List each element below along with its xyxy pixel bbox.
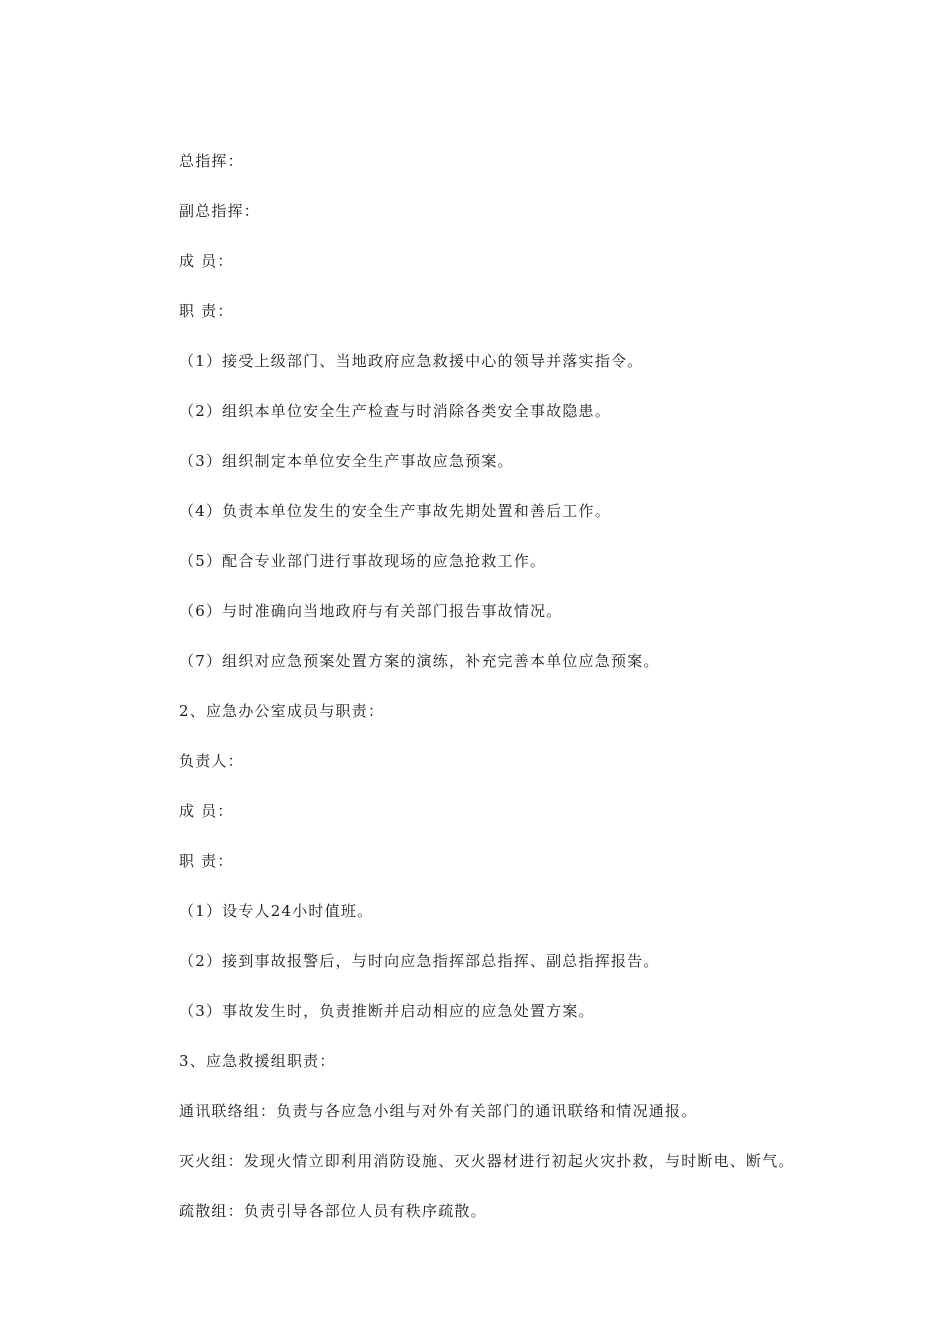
duty-item-5: （5）配合专业部门进行事故现场的应急抢救工作。 (179, 552, 547, 570)
field-office-members: 成 员： (179, 802, 234, 820)
group-communication: 通讯联络组：负责与各应急小组与对外有关部门的通讯联络和情况通报。 (179, 1102, 698, 1120)
office-duty-item-1: （1）设专人24小时值班。 (179, 902, 374, 920)
field-person-in-charge: 负责人： (179, 752, 244, 770)
field-members: 成 员： (179, 252, 234, 270)
field-office-duties: 职 责： (179, 852, 234, 870)
duty-item-2: （2）组织本单位安全生产检查与时消除各类安全事故隐患。 (179, 402, 611, 420)
duty-item-1: （1）接受上级部门、当地政府应急救援中心的领导并落实指令。 (179, 352, 644, 370)
section-heading-rescue-groups: 3、应急救援组职责： (179, 1052, 336, 1070)
duty-item-6: （6）与时准确向当地政府与有关部门报告事故情况。 (179, 602, 563, 620)
group-evacuation: 疏散组：负责引导各部位人员有秩序疏散。 (179, 1202, 487, 1220)
field-duties: 职 责： (179, 302, 234, 320)
field-deputy-commander: 副总指挥： (179, 202, 261, 220)
field-chief-commander: 总指挥： (179, 152, 244, 170)
office-duty-item-2: （2）接到事故报警后，与时向应急指挥部总指挥、副总指挥报告。 (179, 952, 660, 970)
duty-item-3: （3）组织制定本单位安全生产事故应急预案。 (179, 452, 514, 470)
duty-item-7: （7）组织对应急预案处置方案的演练，补充完善本单位应急预案。 (179, 652, 660, 670)
duty-item-4: （4）负责本单位发生的安全生产事故先期处置和善后工作。 (179, 502, 611, 520)
section-heading-emergency-office: 2、应急办公室成员与职责： (179, 702, 385, 720)
document-body (179, 148, 879, 1248)
group-firefighting: 灭火组：发现火情立即利用消防设施、灭火器材进行初起火灾扑救，与时断电、断气。 (179, 1152, 795, 1170)
office-duty-item-3: （3）事故发生时，负责推断并启动相应的应急处置方案。 (179, 1002, 595, 1020)
